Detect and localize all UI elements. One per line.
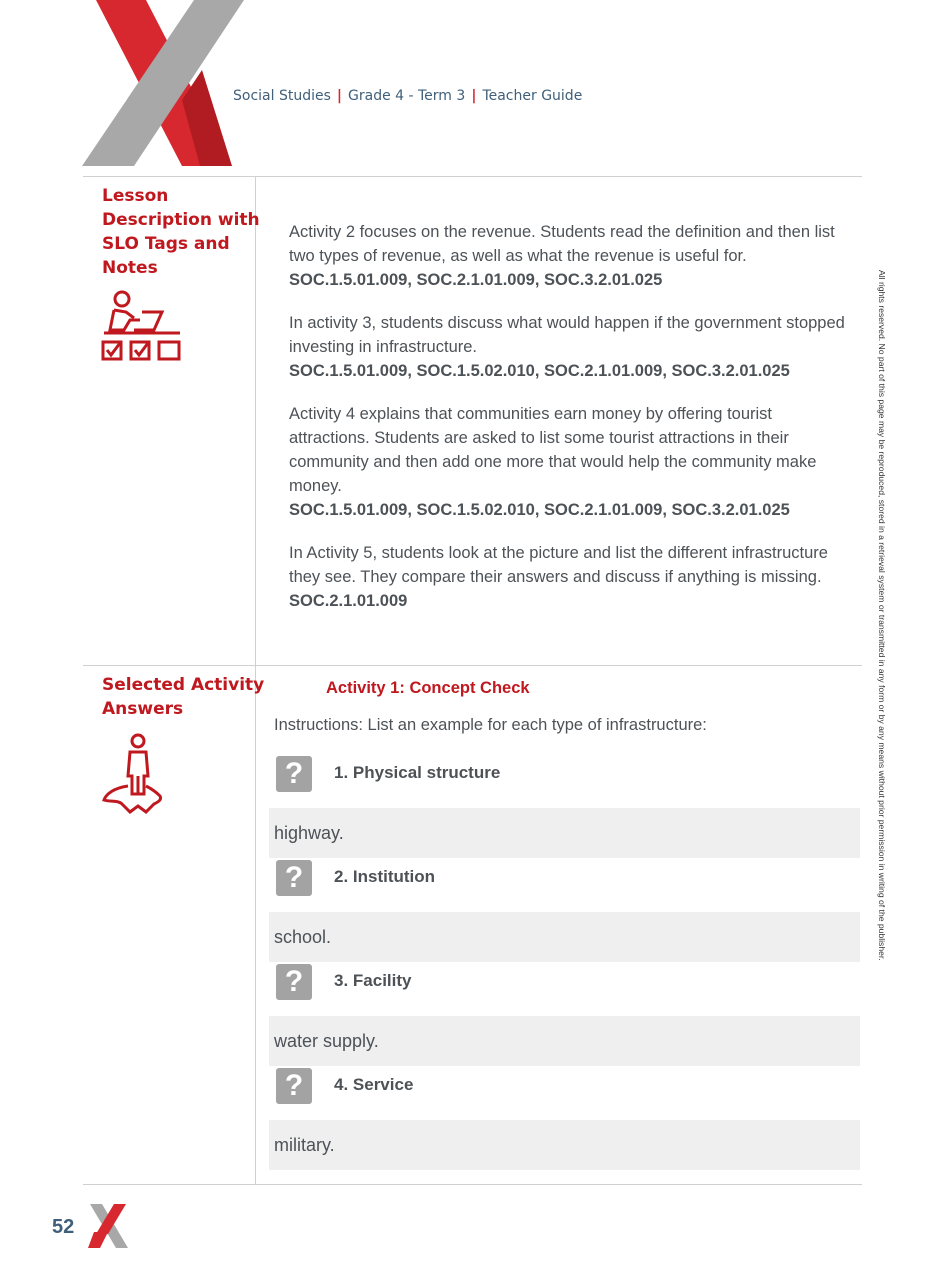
paragraph-text: In Activity 5, students look at the picture and list the different infrastructure they see. They compare their answers and discuss if anything is missing.	[289, 544, 828, 586]
lesson-title-line: Lesson	[102, 186, 169, 206]
publisher-logo-small	[84, 1204, 130, 1248]
question-mark-icon: ?	[276, 756, 312, 792]
answer-box: school.	[269, 912, 860, 962]
question-row	[274, 964, 860, 1004]
question-mark-icon: ?	[276, 860, 312, 896]
lesson-paragraph	[289, 541, 849, 613]
answers-section-title	[102, 673, 264, 721]
header-guide: Teacher Guide	[482, 88, 583, 104]
question-mark-icon: ?	[276, 1068, 312, 1104]
question-row	[274, 860, 860, 900]
header-grade-term: Grade 4 - Term 3	[348, 88, 466, 104]
lesson-section-title	[102, 184, 260, 280]
lesson-paragraph	[289, 311, 849, 383]
slo-tags: SOC.1.5.01.009, SOC.1.5.02.010, SOC.2.1.01.009, SOC.3.2.01.025	[289, 362, 790, 380]
question-label: 2. Institution	[334, 867, 436, 886]
copyright-note: All rights reserved. No part of this page may be reproduced, stored in a retrieval system or transmitted in any form or by any means without prior permission in writing of the publisher.	[877, 270, 887, 961]
answers-title-line: Answers	[102, 699, 184, 719]
lesson-description-content	[289, 220, 849, 632]
header-breadcrumb	[233, 88, 582, 104]
activity-instructions: Instructions: List an example for each type of infrastructure:	[274, 716, 707, 734]
question-label: 1. Physical structure	[334, 763, 501, 782]
paragraph-text: Activity 2 focuses on the revenue. Students read the definition and then list two types of revenue, as well as what the revenue is useful for.	[289, 223, 835, 265]
question-label: 4. Service	[334, 1075, 414, 1094]
table-bottom-rule	[83, 1184, 862, 1185]
lesson-title-line: SLO Tags and	[102, 234, 230, 254]
activity-title: Activity 1: Concept Check	[326, 679, 530, 697]
header-subject: Social Studies	[233, 88, 331, 104]
slo-tags: SOC.2.1.01.009	[289, 592, 408, 610]
header-separator: |	[471, 88, 477, 104]
question-label: 3. Facility	[334, 971, 412, 990]
table-top-rule	[83, 176, 862, 177]
answer-box: water supply.	[269, 1016, 860, 1066]
paragraph-text: Activity 4 explains that communities earn money by offering tourist attractions. Students are asked to list some tourist attractions in their community and then add one more that would help the community make money.	[289, 405, 817, 495]
teacher-desk-checklist-icon	[100, 290, 184, 364]
slo-tags: SOC.1.5.01.009, SOC.1.5.02.010, SOC.2.1.01.009, SOC.3.2.01.025	[289, 501, 790, 519]
answer-box: military.	[269, 1120, 860, 1170]
lesson-title-line: Description with	[102, 210, 260, 230]
lesson-title-line: Notes	[102, 258, 158, 278]
table-middle-rule	[83, 665, 862, 666]
answer-box: highway.	[269, 808, 860, 858]
person-standing-icon	[100, 732, 166, 814]
header-separator: |	[336, 88, 343, 104]
page-number: 52	[52, 1216, 75, 1238]
lesson-paragraph	[289, 220, 849, 292]
question-mark-icon: ?	[276, 964, 312, 1000]
slo-tags: SOC.1.5.01.009, SOC.2.1.01.009, SOC.3.2.01.025	[289, 271, 663, 289]
paragraph-text: In activity 3, students discuss what would happen if the government stopped investing in infrastructure.	[289, 314, 845, 356]
publisher-logo	[82, 0, 252, 166]
question-row	[274, 1068, 860, 1108]
lesson-paragraph	[289, 402, 849, 522]
answers-title-line: Selected Activity	[102, 675, 265, 695]
question-row	[274, 756, 860, 796]
